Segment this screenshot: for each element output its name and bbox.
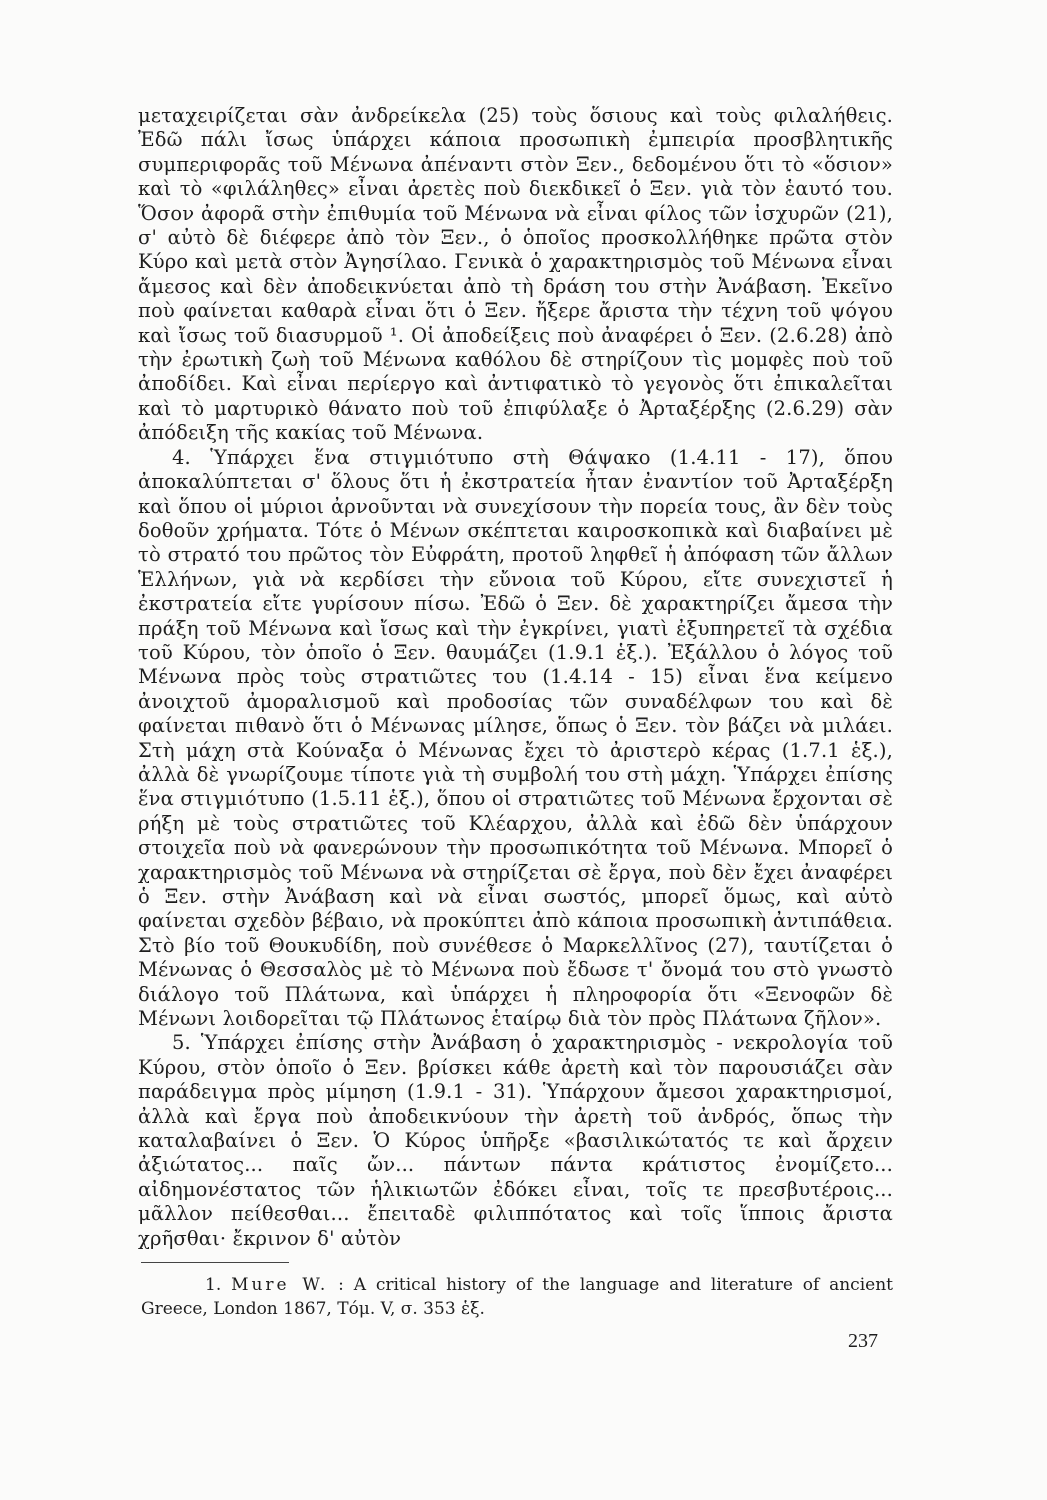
footnote-text: : A critical history of the language and literature of ancient Greece, London 1867, Τόμ. V, σ. 353 ἑξ. — [141, 1275, 893, 1319]
paragraph-continuation: μεταχειρίζεται σὰν ἀνδρείκελα (25) τοὺς ὅσιους καὶ τοὺς φιλαλήθεις. Ἐδῶ πάλι ἴσως ὑπάρχει κάποια προσωπικὴ ἐμπειρία προσβλητικῆς συμπεριφορᾶς τοῦ Μένωνα ἀπέναντι στὸν Ξεν., δεδομένου ὅτι τὸ «ὅσιον» καὶ τὸ «φιλάληθες» εἶναι ἀρετὲς ποὺ διεκδικεῖ ὁ Ξεν. γιὰ τὸν ἑαυτό του. Ὅσον ἀφορᾶ στὴν ἐπιθυμία τοῦ Μένωνα νὰ εἶναι φίλος τῶν ἰσχυρῶν (21), σ' αὐτὸ δὲ διέφερε ἀπὸ τὸν Ξεν., ὁ ὁποῖος προσκολλήθηκε πρῶτα στὸν Κύρο καὶ μετὰ στὸν Ἀγησίλαο. Γενικὰ ὁ χαρακτηρισμὸς τοῦ Μένωνα εἶναι ἄμεσος καὶ δὲν ἀποδεικνύεται ἀπὸ τὴ δράση του στὴν Ἀνάβαση. Ἐκεῖνο ποὺ φαίνεται καθαρὰ εἶναι ὅτι ὁ Ξεν. ἤξερε ἄριστα τὴν τέχνη τοῦ ψόγου καὶ ἴσως τοῦ διασυρμοῦ ¹. Οἱ ἀποδείξεις ποὺ ἀναφέρει ὁ Ξεν. (2.6.28) ἀπὸ τὴν ἐρωτικὴ ζωὴ τοῦ Μένωνα καθόλου δὲ στηρίζουν τὶς μομφὲς ποὺ τοῦ ἀποδίδει. Καὶ εἶναι περίεργο καὶ ἀντιφατικὸ τὸ γεγονὸς ὅτι ἐπικαλεῖται καὶ τὸ μαρτυρικὸ θάνατο ποὺ τοῦ ἐπιφύλαξε ὁ Ἀρταξέρξης (2.6.29) σὰν ἀπόδειξη τῆς κακίας τοῦ Μένωνα. — [138, 104, 893, 445]
footnote-number: 1. — [205, 1275, 222, 1295]
footnote-line — [141, 1273, 893, 1321]
paragraph-section-4: 4. Ὑπάρχει ἕνα στιγμιότυπο στὴ Θάψακο (1.4.11 - 17), ὅπου ἀποκαλύπτεται σ' ὅλους ὅτι ἡ ἐκστρατεία ἦταν ἐναντίον τοῦ Ἀρταξέρξη καὶ ὅπου οἱ μύριοι ἀρνοῦνται νὰ συνεχίσουν τὴν πορεία τους, ἂν δὲν τοὺς δοθοῦν χρήματα. Τότε ὁ Μένων σκέπτεται καιροσκοπικὰ καὶ διαβαίνει μὲ τὸ στρατό του πρῶτος τὸν Εὐφράτη, προτοῦ ληφθεῖ ἡ ἀπόφαση τῶν ἄλλων Ἑλλήνων, γιὰ νὰ κερδίσει τὴν εὔνοια τοῦ Κύρου, εἴτε συνεχιστεῖ ἡ ἐκστρατεία εἴτε γυρίσουν πίσω. Ἐδῶ ὁ Ξεν. δὲ χαρακτηρίζει ἄμεσα τὴν πράξη τοῦ Μένωνα καὶ ἴσως καὶ τὴν ἐγκρίνει, γιατὶ ἐξυπηρετεῖ τὰ σχέδια τοῦ Κύρου, τὸν ὁποῖο ὁ Ξεν. θαυμάζει (1.9.1 ἑξ.). Ἐξάλλου ὁ λόγος τοῦ Μένωνα πρὸς τοὺς στρατιῶτες του (1.4.14 - 15) εἶναι ἕνα κείμενο ἀνοιχτοῦ ἀμοραλισμοῦ καὶ προδοσίας τῶν συναδέλφων του καὶ δὲ φαίνεται πιθανὸ ὅτι ὁ Μένωνας μίλησε, ὅπως ὁ Ξεν. τὸν βάζει νὰ μιλάει. Στὴ μάχη στὰ Κούναξα ὁ Μένωνας ἔχει τὸ ἀριστερὸ κέρας (1.7.1 ἑξ.), ἀλλὰ δὲ γνωρίζουμε τίποτε γιὰ τὴ συμβολή του στὴ μάχη. Ὑπάρχει ἐπίσης ἕνα στιγμιότυπο (1.5.11 ἑξ.), ὅπου οἱ στρατιῶτες τοῦ Μένωνα ἔρχονται σὲ ρήξη μὲ τοὺς στρατιῶτες τοῦ Κλέαρχου, ἀλλὰ καὶ ἐδῶ δὲν ὑπάρχουν στοιχεῖα ποὺ νὰ φανερώνουν τὴν προσωπικότητα τοῦ Μένωνα. Μπορεῖ ὁ χαρακτηρισμὸς τοῦ Μένωνα νὰ στηρίζεται σὲ ἔργα, ποὺ δὲν ἔχει ἀναφέρει ὁ Ξεν. στὴν Ἀνάβαση καὶ νὰ εἶναι σωστός, μπορεῖ ὅμως, καὶ αὐτὸ φαίνεται σχεδὸν βέβαιο, νὰ προκύπτει ἀπὸ κάποια προσωπικὴ ἀντιπάθεια. Στὸ βίο τοῦ Θουκυδίδη, ποὺ συνέθεσε ὁ Μαρκελλῖνος (27), ταυτίζεται ὁ Μένωνας ὁ Θεσσαλὸς μὲ τὸ Μένωνα ποὺ ἔδωσε τ' ὄνομά του στὸ γνωστὸ διάλογο τοῦ Πλάτωνα, καὶ ὑπάρχει ἡ πληροφορία ὅτι «Ξενοφῶν δὲ Μένωνι λοιδορεῖται τῷ Πλάτωνος ἑταίρῳ διὰ τὸν πρὸς Πλάτωνα ζῆλον». — [138, 445, 893, 1031]
main-text — [138, 104, 893, 1251]
footnote-author: Mure W. — [231, 1275, 329, 1295]
page-number: 237 — [848, 1330, 878, 1352]
footnote-divider — [141, 1262, 289, 1263]
paragraph-section-5: 5. Ὑπάρχει ἐπίσης στὴν Ἀνάβαση ὁ χαρακτηρισμὸς - νεκρολογία τοῦ Κύρου, στὸν ὁποῖο ὁ Ξεν. βρίσκει κάθε ἀρετὴ καὶ τὸν παρουσιάζει σὰν παράδειγμα πρὸς μίμηση (1.9.1 - 31). Ὑπάρχουν ἄμεσοι χαρακτηρισμοί, ἀλλὰ καὶ ἔργα ποὺ ἀποδεικνύουν τὴν ἀρετὴ τοῦ ἀνδρός, ὅπως τὴν καταλαβαίνει ὁ Ξεν. Ὁ Κύρος ὑπῆρξε «βασιλικώτατός τε καὶ ἄρχειν ἀξιώτατος... παῖς ὤν... πάντων πάντα κράτιστος ἐνομίζετο... αἰδημονέστατος τῶν ἡλικιωτῶν ἐδόκει εἶναι, τοῖς τε πρεσβυτέροις... μᾶλλον πείθεσθαι... ἔπειταδὲ φιλιππότατος καὶ τοῖς ἵπποις ἄριστα χρῆσθαι· ἔκρινον δ' αὐτὸν — [138, 1031, 893, 1250]
footnote — [141, 1273, 893, 1321]
